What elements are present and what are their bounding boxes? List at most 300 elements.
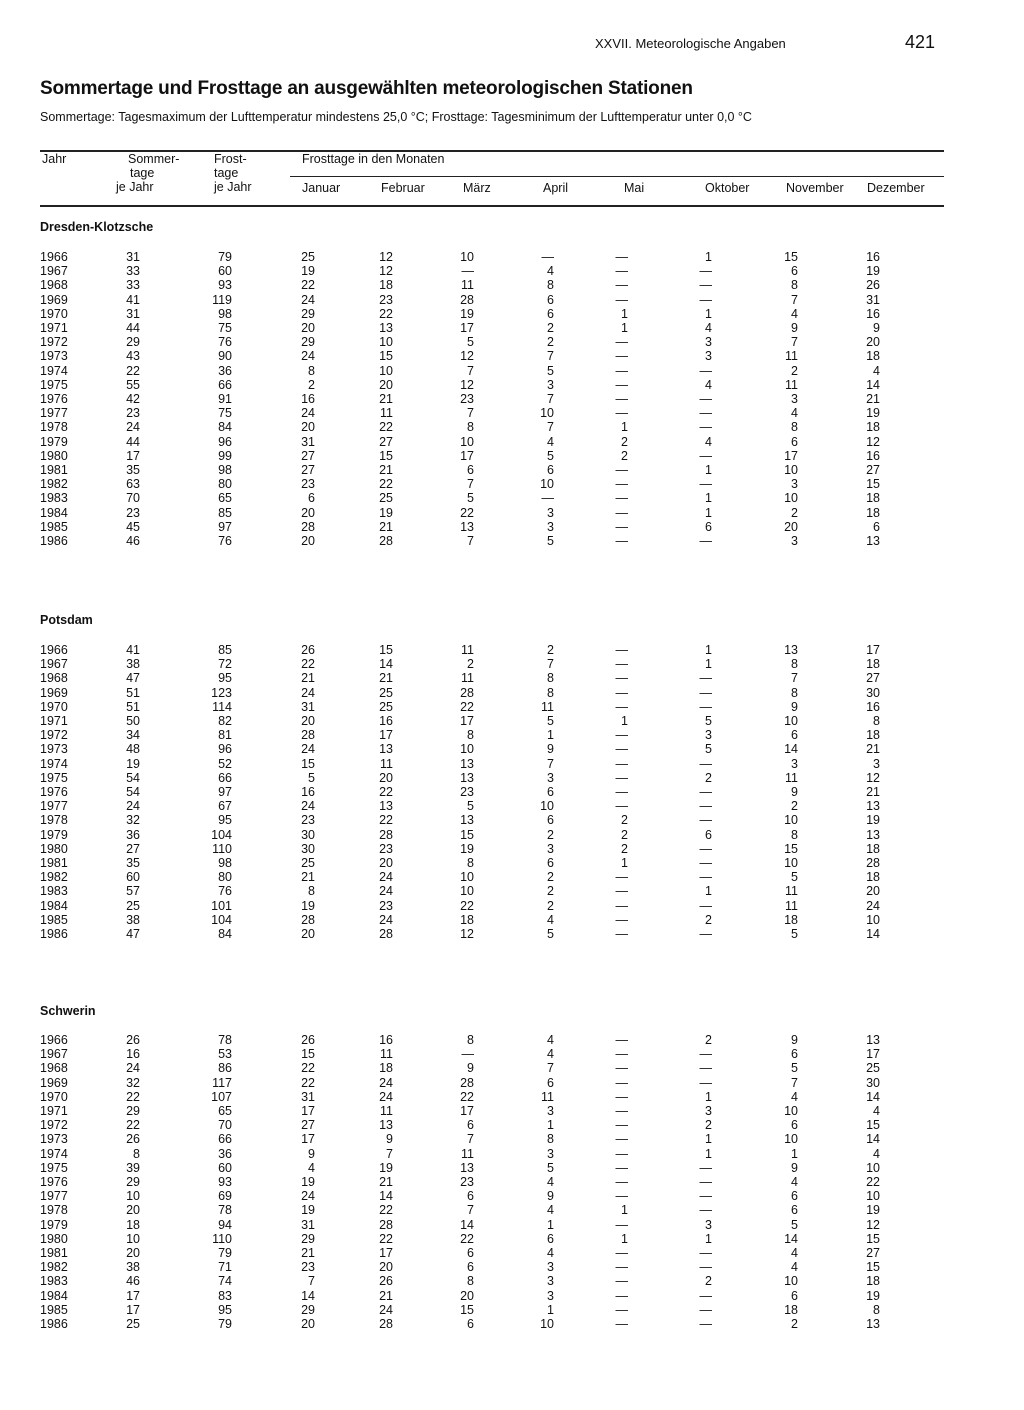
- cell-mai: —: [615, 406, 628, 421]
- cell-nov: 2: [791, 1317, 798, 1331]
- table-row: [0, 700, 1024, 714]
- cell-dez: 22: [866, 1175, 880, 1189]
- table-row: [0, 491, 1024, 505]
- cell-okt: —: [699, 1061, 712, 1076]
- cell-nov: 9: [791, 1033, 798, 1047]
- cell-mai: —: [615, 1075, 628, 1090]
- cell-sommertage: 35: [126, 463, 140, 477]
- cell-mai: —: [615, 671, 628, 686]
- cell-sommertage: 54: [126, 785, 140, 799]
- cell-okt: 1: [705, 1089, 712, 1104]
- cell-jan: 8: [308, 884, 315, 899]
- table-row: [0, 477, 1024, 491]
- cell-year: 1968: [40, 278, 68, 293]
- cell-dez: 19: [866, 406, 880, 421]
- cell-sommertage: 57: [126, 884, 140, 899]
- cell-dez: 18: [866, 728, 880, 743]
- cell-apr: 5: [547, 363, 554, 378]
- cell-feb: 22: [379, 785, 393, 799]
- cell-okt: 1: [705, 505, 712, 520]
- cell-mai: —: [615, 1189, 628, 1204]
- table-title: Sommertage und Frosttage an ausgewählten meteorologischen Stationen: [40, 78, 693, 99]
- cell-jan: 27: [301, 463, 315, 477]
- cell-jan: 28: [301, 912, 315, 927]
- table-row: [0, 1090, 1024, 1104]
- cell-frosttage: 67: [218, 799, 232, 814]
- cell-okt: 3: [705, 349, 712, 364]
- table-row: [0, 435, 1024, 449]
- cell-sommertage: 35: [126, 856, 140, 870]
- cell-nov: 3: [791, 534, 798, 548]
- cell-okt: —: [699, 685, 712, 700]
- cell-nov: 8: [791, 420, 798, 435]
- cell-nov: 8: [791, 657, 798, 672]
- cell-frosttage: 78: [218, 1033, 232, 1047]
- cell-mar: 15: [460, 827, 474, 842]
- cell-dez: 16: [866, 448, 880, 463]
- table-row: [0, 927, 1024, 941]
- cell-sommertage: 19: [126, 756, 140, 771]
- cell-apr: 5: [547, 534, 554, 548]
- table-row: [0, 728, 1024, 742]
- cell-dez: 21: [866, 392, 880, 406]
- cell-apr: 10: [540, 406, 554, 421]
- cell-frosttage: 79: [218, 250, 232, 264]
- header-month-oktober: Oktober: [705, 181, 750, 195]
- cell-frosttage: 81: [218, 728, 232, 743]
- table-row: [0, 449, 1024, 463]
- cell-apr: 5: [547, 714, 554, 728]
- cell-year: 1974: [40, 363, 68, 378]
- cell-mai: —: [615, 1302, 628, 1317]
- cell-nov: 18: [784, 1302, 798, 1317]
- cell-feb: 26: [379, 1274, 393, 1289]
- cell-mar: 14: [460, 1217, 474, 1232]
- page-number: 421: [905, 32, 936, 52]
- cell-jan: 31: [301, 434, 315, 449]
- cell-feb: 28: [379, 927, 393, 941]
- cell-mai: —: [615, 1274, 628, 1289]
- table-row: [0, 657, 1024, 671]
- cell-jan: 20: [301, 1317, 315, 1331]
- cell-feb: 22: [379, 477, 393, 492]
- cell-nov: 5: [791, 870, 798, 885]
- cell-year: 1982: [40, 477, 68, 492]
- cell-mai: —: [615, 463, 628, 477]
- table-row: [0, 643, 1024, 657]
- cell-okt: —: [699, 534, 712, 548]
- cell-dez: 9: [873, 321, 880, 335]
- cell-dez: 27: [866, 1246, 880, 1260]
- cell-mai: —: [615, 728, 628, 743]
- cell-mar: 10: [460, 742, 474, 757]
- cell-okt: —: [699, 1260, 712, 1275]
- table-row: [0, 1289, 1024, 1303]
- cell-apr: 2: [547, 884, 554, 899]
- cell-dez: 10: [866, 1160, 880, 1175]
- cell-dez: 14: [866, 377, 880, 392]
- cell-dez: 15: [866, 1260, 880, 1275]
- table-row: [0, 1274, 1024, 1288]
- cell-sommertage: 24: [126, 420, 140, 435]
- cell-year: 1975: [40, 1160, 68, 1175]
- cell-apr: 10: [540, 1317, 554, 1331]
- cell-dez: 15: [866, 1118, 880, 1133]
- cell-feb: 21: [379, 519, 393, 534]
- table-row: [0, 534, 1024, 548]
- cell-year: 1974: [40, 756, 68, 771]
- cell-sommertage: 60: [126, 870, 140, 885]
- cell-feb: 25: [379, 491, 393, 506]
- cell-apr: 2: [547, 643, 554, 657]
- cell-jan: 29: [301, 306, 315, 321]
- cell-frosttage: 86: [218, 1061, 232, 1076]
- cell-frosttage: 65: [218, 491, 232, 506]
- cell-sommertage: 31: [126, 250, 140, 264]
- cell-okt: 1: [705, 1146, 712, 1161]
- cell-feb: 22: [379, 1203, 393, 1218]
- cell-feb: 17: [379, 1246, 393, 1260]
- cell-feb: 14: [379, 657, 393, 672]
- cell-okt: 5: [705, 742, 712, 757]
- cell-year: 1971: [40, 714, 68, 728]
- cell-dez: 16: [866, 250, 880, 264]
- cell-nov: 2: [791, 505, 798, 520]
- cell-frosttage: 66: [218, 770, 232, 785]
- cell-frosttage: 95: [218, 671, 232, 686]
- cell-mar: 8: [467, 420, 474, 435]
- cell-apr: 8: [547, 671, 554, 686]
- cell-nov: 6: [791, 1203, 798, 1218]
- cell-jan: 24: [301, 1189, 315, 1204]
- cell-nov: 6: [791, 1189, 798, 1204]
- cell-mar: 11: [461, 278, 474, 293]
- cell-jan: 25: [301, 250, 315, 264]
- cell-sommertage: 42: [126, 392, 140, 406]
- cell-year: 1983: [40, 491, 68, 506]
- cell-mai: —: [615, 349, 628, 364]
- cell-apr: 5: [547, 448, 554, 463]
- cell-sommertage: 22: [126, 1118, 140, 1133]
- cell-mar: 13: [460, 519, 474, 534]
- cell-year: 1983: [40, 884, 68, 899]
- cell-feb: 24: [379, 870, 393, 885]
- cell-mar: 8: [467, 1274, 474, 1289]
- cell-jan: 17: [301, 1104, 315, 1118]
- cell-jan: 14: [301, 1288, 315, 1303]
- cell-okt: —: [699, 1175, 712, 1189]
- cell-feb: 13: [379, 1118, 393, 1133]
- cell-mai: —: [615, 1146, 628, 1161]
- table-row: [0, 420, 1024, 434]
- cell-frosttage: 96: [218, 434, 232, 449]
- cell-dez: 13: [866, 1033, 880, 1047]
- cell-okt: 1: [705, 250, 712, 264]
- cell-year: 1985: [40, 1302, 68, 1317]
- table-row: [0, 1218, 1024, 1232]
- cell-sommertage: 32: [126, 1075, 140, 1090]
- cell-nov: 2: [791, 799, 798, 814]
- cell-jan: 22: [301, 278, 315, 293]
- cell-frosttage: 74: [218, 1274, 232, 1289]
- cell-feb: 24: [379, 1089, 393, 1104]
- cell-jan: 24: [301, 406, 315, 421]
- cell-mar: 6: [467, 1260, 474, 1275]
- cell-feb: 27: [379, 434, 393, 449]
- cell-nov: 18: [784, 912, 798, 927]
- cell-mai: —: [615, 1160, 628, 1175]
- cell-nov: 15: [784, 250, 798, 264]
- cell-okt: —: [699, 1302, 712, 1317]
- cell-apr: 6: [547, 785, 554, 799]
- cell-mai: —: [615, 1047, 628, 1062]
- cell-year: 1978: [40, 1203, 68, 1218]
- cell-sommertage: 10: [126, 1231, 140, 1246]
- cell-frosttage: 75: [218, 406, 232, 421]
- cell-jan: 22: [301, 1075, 315, 1090]
- cell-mar: 19: [460, 841, 474, 856]
- cell-year: 1980: [40, 448, 68, 463]
- cell-nov: 10: [784, 1274, 798, 1289]
- cell-jan: 4: [308, 1160, 315, 1175]
- cell-sommertage: 31: [126, 306, 140, 321]
- cell-sommertage: 8: [133, 1146, 140, 1161]
- header-jahr: Jahr: [42, 152, 67, 166]
- cell-dez: 10: [866, 1189, 880, 1204]
- cell-nov: 6: [791, 728, 798, 743]
- cell-apr: 3: [547, 1260, 554, 1275]
- cell-nov: 9: [791, 785, 798, 799]
- cell-mar: 22: [460, 505, 474, 520]
- cell-mai: —: [615, 1089, 628, 1104]
- cell-feb: 12: [379, 250, 393, 264]
- cell-mar: 23: [460, 392, 474, 406]
- cell-sommertage: 23: [126, 505, 140, 520]
- cell-year: 1969: [40, 685, 68, 700]
- cell-mai: —: [615, 927, 628, 941]
- table-row: [0, 321, 1024, 335]
- cell-nov: 14: [784, 1231, 798, 1246]
- cell-apr: 4: [547, 912, 554, 927]
- cell-sommertage: 38: [126, 912, 140, 927]
- cell-jan: 29: [301, 1302, 315, 1317]
- cell-nov: 10: [784, 491, 798, 506]
- cell-apr: 2: [547, 898, 554, 913]
- cell-dez: 24: [866, 898, 880, 913]
- cell-mar: 11: [461, 1146, 474, 1161]
- cell-nov: 4: [791, 1089, 798, 1104]
- cell-okt: 2: [705, 1118, 712, 1133]
- cell-mai: —: [615, 884, 628, 899]
- station-name-schwerin: Schwerin: [40, 1004, 96, 1018]
- cell-frosttage: 93: [218, 1175, 232, 1189]
- cell-apr: 10: [540, 799, 554, 814]
- cell-okt: —: [699, 1317, 712, 1331]
- cell-year: 1977: [40, 406, 68, 421]
- cell-apr: 4: [547, 434, 554, 449]
- cell-sommertage: 47: [126, 927, 140, 941]
- cell-jan: 7: [308, 1274, 315, 1289]
- cell-year: 1972: [40, 728, 68, 743]
- cell-okt: —: [699, 856, 712, 870]
- cell-okt: —: [699, 406, 712, 421]
- cell-jan: 26: [301, 643, 315, 657]
- cell-year: 1969: [40, 1075, 68, 1090]
- cell-year: 1979: [40, 827, 68, 842]
- cell-frosttage: 97: [218, 519, 232, 534]
- cell-mai: —: [615, 685, 628, 700]
- cell-year: 1977: [40, 1189, 68, 1204]
- table-row: [0, 1175, 1024, 1189]
- cell-dez: 4: [873, 363, 880, 378]
- cell-frosttage: 80: [218, 870, 232, 885]
- cell-sommertage: 46: [126, 1274, 140, 1289]
- cell-nov: 4: [791, 406, 798, 421]
- cell-jan: 29: [301, 335, 315, 350]
- cell-mai: 2: [621, 448, 628, 463]
- cell-year: 1982: [40, 870, 68, 885]
- cell-mar: 6: [467, 1246, 474, 1260]
- header-month-maerz: März: [463, 181, 491, 195]
- cell-okt: —: [699, 363, 712, 378]
- table-row: [0, 307, 1024, 321]
- cell-apr: 8: [547, 685, 554, 700]
- cell-year: 1985: [40, 519, 68, 534]
- cell-mar: 18: [460, 912, 474, 927]
- cell-frosttage: 123: [211, 685, 232, 700]
- cell-mai: 1: [621, 420, 628, 435]
- table-row: [0, 1147, 1024, 1161]
- cell-dez: 12: [866, 770, 880, 785]
- cell-nov: 4: [791, 1260, 798, 1275]
- cell-okt: —: [699, 278, 712, 293]
- cell-apr: 7: [547, 756, 554, 771]
- cell-sommertage: 47: [126, 671, 140, 686]
- cell-okt: 1: [705, 1132, 712, 1147]
- cell-feb: 18: [379, 278, 393, 293]
- cell-sommertage: 25: [126, 1317, 140, 1331]
- table-row: [0, 771, 1024, 785]
- cell-sommertage: 25: [126, 898, 140, 913]
- cell-frosttage: 75: [218, 321, 232, 335]
- cell-apr: 11: [541, 699, 554, 714]
- cell-feb: 15: [379, 448, 393, 463]
- cell-mai: —: [615, 898, 628, 913]
- table-row: [0, 884, 1024, 898]
- cell-dez: 19: [866, 813, 880, 828]
- cell-mai: —: [615, 699, 628, 714]
- cell-apr: 7: [547, 349, 554, 364]
- cell-apr: 1: [547, 1217, 554, 1232]
- cell-okt: 1: [705, 463, 712, 477]
- cell-mar: 10: [460, 870, 474, 885]
- table-row: [0, 1076, 1024, 1090]
- cell-mar: 28: [460, 292, 474, 307]
- cell-jan: 21: [301, 1246, 315, 1260]
- cell-apr: 2: [547, 335, 554, 350]
- cell-feb: 14: [379, 1189, 393, 1204]
- cell-frosttage: 80: [218, 477, 232, 492]
- cell-sommertage: 17: [126, 1288, 140, 1303]
- cell-feb: 24: [379, 1075, 393, 1090]
- cell-year: 1967: [40, 264, 68, 279]
- cell-apr: 5: [547, 927, 554, 941]
- cell-sommertage: 41: [126, 292, 140, 307]
- cell-apr: 8: [547, 278, 554, 293]
- cell-apr: 5: [547, 1160, 554, 1175]
- cell-nov: 10: [784, 463, 798, 477]
- cell-frosttage: 85: [218, 505, 232, 520]
- cell-mai: 1: [621, 306, 628, 321]
- cell-mai: 1: [621, 321, 628, 335]
- cell-year: 1966: [40, 250, 68, 264]
- cell-jan: 17: [301, 1132, 315, 1147]
- cell-jan: 15: [301, 1047, 315, 1062]
- table-row: [0, 785, 1024, 799]
- cell-frosttage: 110: [212, 841, 232, 856]
- cell-mai: —: [615, 505, 628, 520]
- cell-mai: —: [615, 657, 628, 672]
- cell-mai: —: [615, 250, 628, 264]
- cell-mai: —: [615, 785, 628, 799]
- cell-apr: 1: [547, 1118, 554, 1133]
- cell-dez: 31: [866, 292, 880, 307]
- cell-sommertage: 63: [126, 477, 140, 492]
- cell-year: 1966: [40, 643, 68, 657]
- month-group-rule: [290, 176, 944, 177]
- cell-feb: 19: [379, 1160, 393, 1175]
- table-row: [0, 392, 1024, 406]
- cell-frosttage: 71: [218, 1260, 232, 1275]
- cell-apr: 3: [547, 1104, 554, 1118]
- cell-okt: 6: [705, 519, 712, 534]
- header-sommertage: [116, 152, 180, 194]
- cell-frosttage: 98: [218, 463, 232, 477]
- cell-year: 1967: [40, 657, 68, 672]
- cell-frosttage: 95: [218, 1302, 232, 1317]
- cell-jan: 24: [301, 742, 315, 757]
- cell-year: 1969: [40, 292, 68, 307]
- cell-apr: 6: [547, 463, 554, 477]
- cell-mai: 2: [621, 434, 628, 449]
- cell-sommertage: 54: [126, 770, 140, 785]
- table-row: [0, 742, 1024, 756]
- cell-year: 1970: [40, 306, 68, 321]
- table-row: [0, 1118, 1024, 1132]
- cell-mar: 6: [467, 1189, 474, 1204]
- cell-jan: 25: [301, 856, 315, 870]
- cell-sommertage: 55: [126, 377, 140, 392]
- cell-dez: 16: [866, 306, 880, 321]
- cell-dez: 17: [866, 643, 880, 657]
- cell-mar: 5: [467, 491, 474, 506]
- table-row: [0, 671, 1024, 685]
- cell-apr: 4: [547, 1047, 554, 1062]
- cell-year: 1986: [40, 534, 68, 548]
- cell-okt: 3: [705, 728, 712, 743]
- cell-mai: —: [615, 392, 628, 406]
- cell-mai: —: [615, 1104, 628, 1118]
- cell-apr: 9: [547, 1189, 554, 1204]
- cell-year: 1984: [40, 898, 68, 913]
- cell-dez: 14: [866, 927, 880, 941]
- cell-nov: 4: [791, 1246, 798, 1260]
- cell-frosttage: 36: [218, 1146, 232, 1161]
- cell-feb: 21: [379, 1288, 393, 1303]
- cell-nov: 20: [784, 519, 798, 534]
- cell-mar: 13: [460, 770, 474, 785]
- cell-nov: 9: [791, 321, 798, 335]
